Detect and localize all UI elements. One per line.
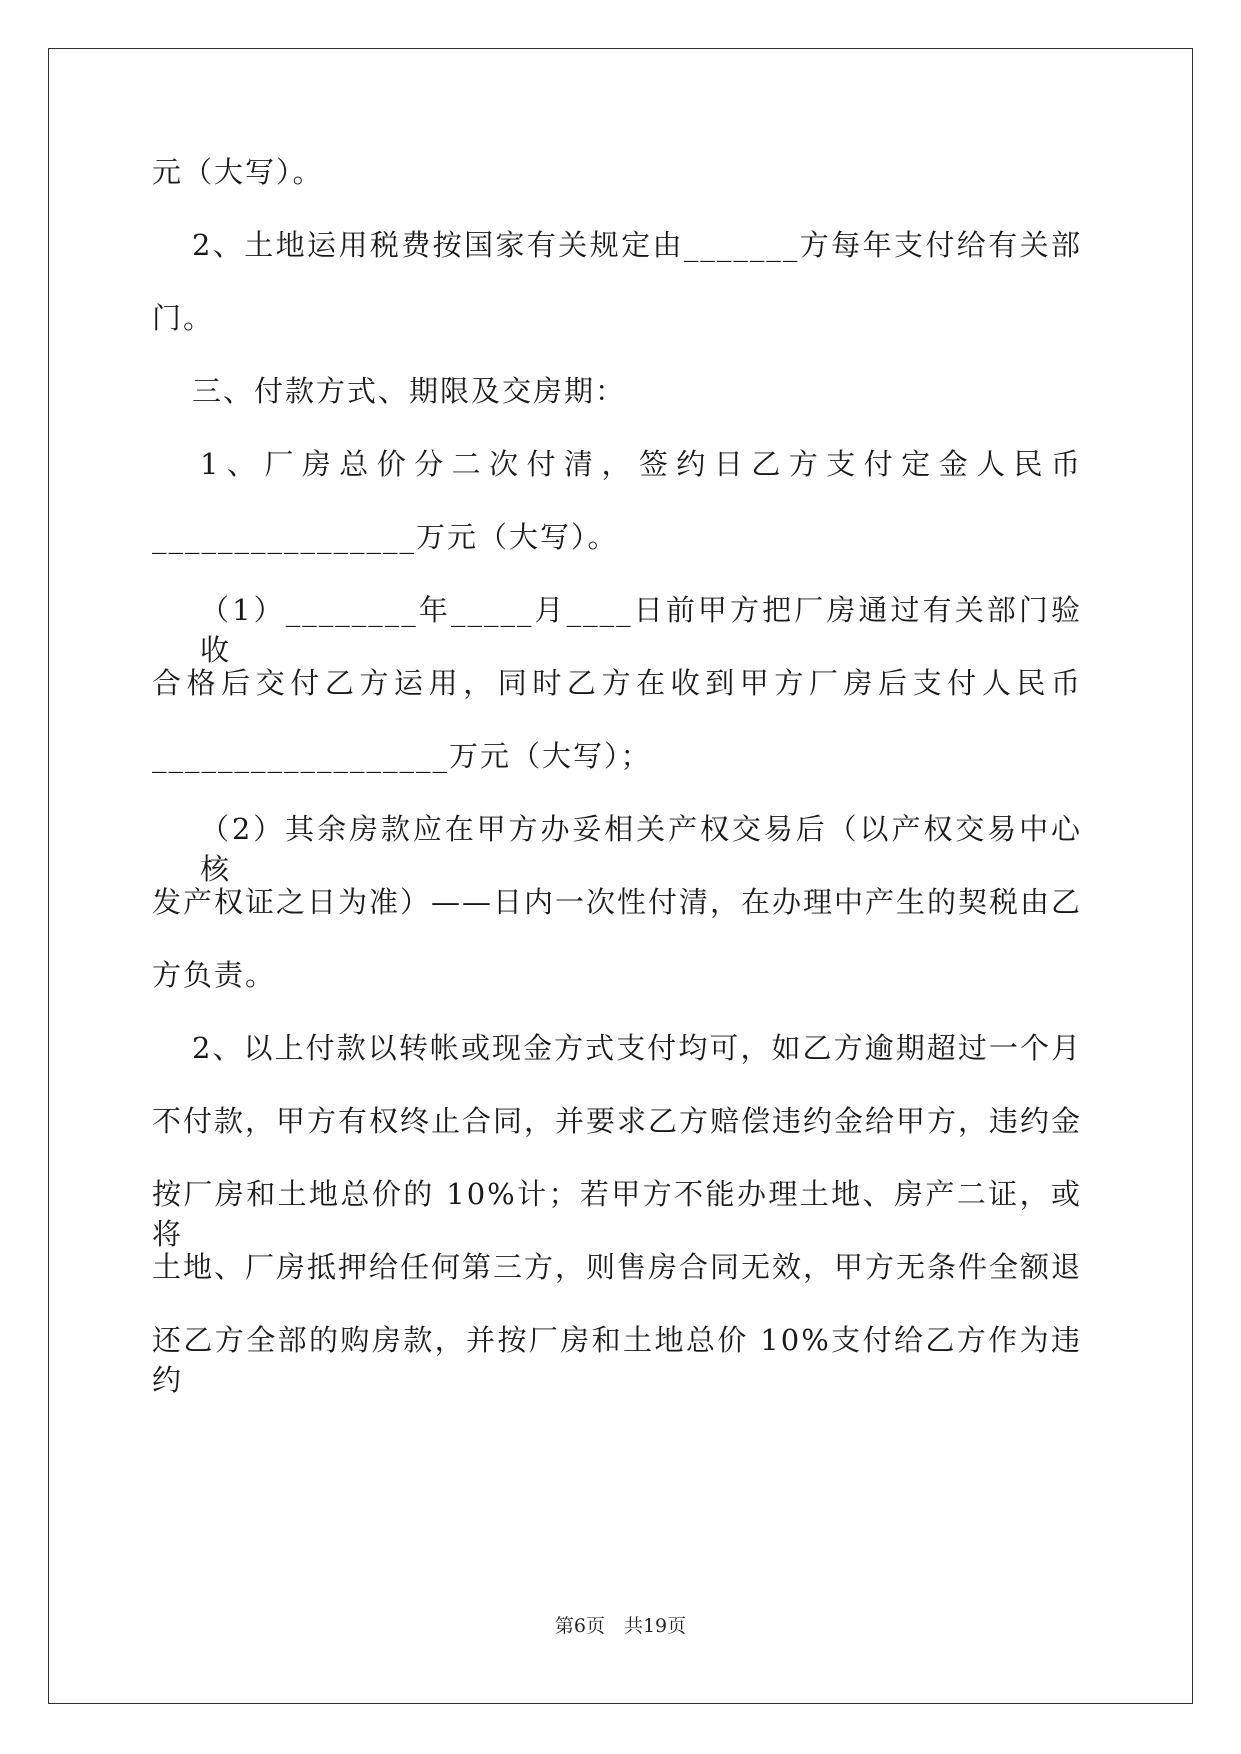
body-line-15: 按厂房和土地总价的 10%计；若甲方不能办理土地、房产二证，或将 <box>152 1177 1082 1251</box>
body-line-7: （1）________年_____月____日前甲方把厂房通过有关部门验收 <box>200 593 1082 667</box>
body-line-3: 门。 <box>152 301 215 335</box>
body-line-12: 方负责。 <box>152 958 277 992</box>
body-line-13: 2、以上付款以转帐或现金方式支付均可，如乙方逾期超过一个月 <box>192 1031 1082 1065</box>
body-line-10: （2）其余房款应在甲方办妥相关产权交易后（以产权交易中心核 <box>200 812 1082 886</box>
body-line-2: 2、土地运用税费按国家有关规定由_______方每年支付给有关部 <box>192 228 1082 262</box>
body-line-11: 发产权证之日为准）——日内一次性付清，在办理中产生的契税由乙 <box>152 885 1083 919</box>
body-line-6: ________________万元（大写）。 <box>152 520 619 554</box>
body-line-1: 元（大写）。 <box>152 155 324 189</box>
body-line-9: __________________万元（大写）； <box>152 739 652 773</box>
body-line-5: 1、厂房总价分二次付清，签约日乙方支付定金人民币 <box>200 447 1082 481</box>
page-number-footer: 第6页 共19页 <box>554 1615 687 1637</box>
section-heading: 三、付款方式、期限及交房期： <box>192 374 627 408</box>
body-line-14: 不付款，甲方有权终止合同，并要求乙方赔偿违约金给甲方，违约金 <box>152 1104 1083 1138</box>
body-line-17: 还乙方全部的购房款，并按厂房和土地总价 10%支付给乙方作为违约 <box>152 1323 1082 1397</box>
body-line-8: 合格后交付乙方运用，同时乙方在收到甲方厂房后支付人民币 <box>152 666 1082 700</box>
body-line-16: 土地、厂房抵押给任何第三方，则售房合同无效，甲方无条件全额退 <box>152 1250 1083 1284</box>
